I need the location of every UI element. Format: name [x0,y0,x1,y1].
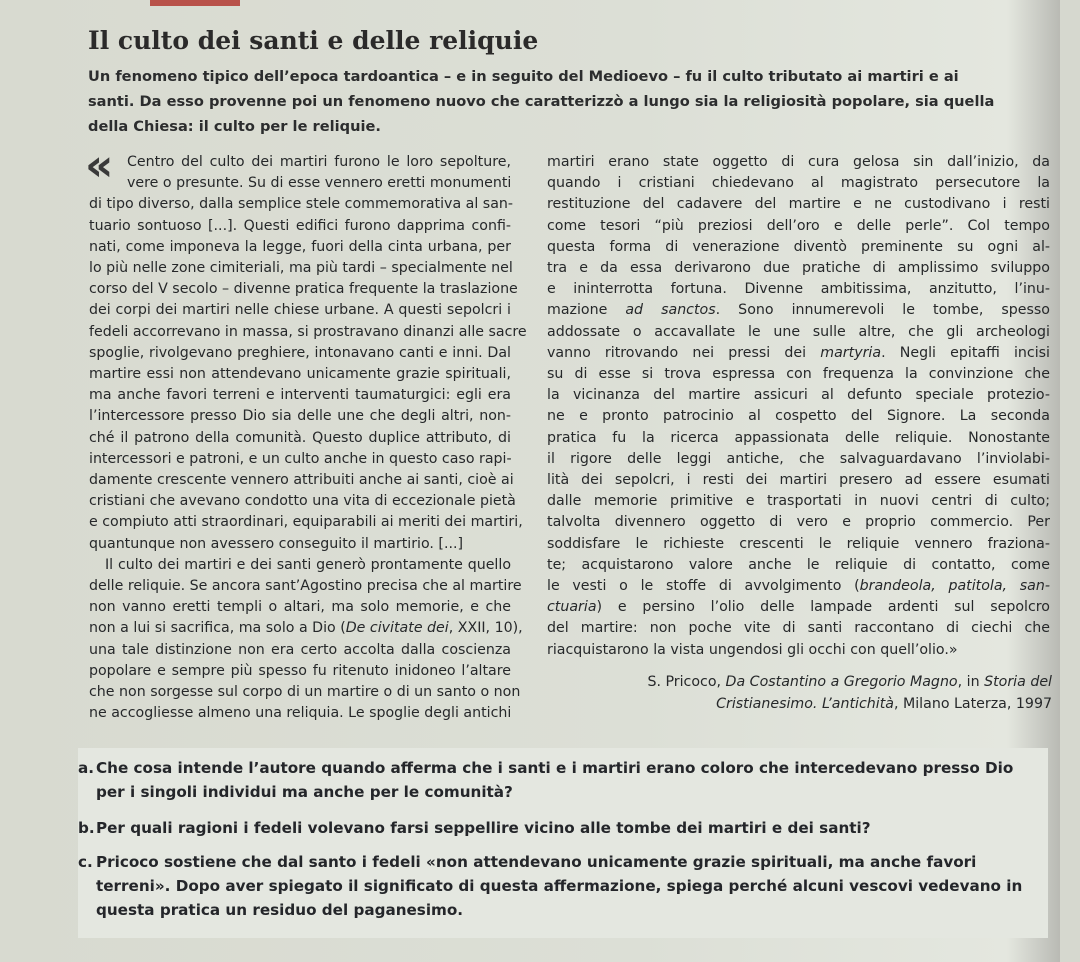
text-line: soddisfare le richieste crescenti le reliquie vennero fraziona- [547,535,1050,552]
text-line: e ininterrotta fortuna. Divenne ambitissima, anzitutto, l’inu- [547,281,1050,298]
text-line: il rigore delle leggi antiche, che salvaguardavano l’inviolabi- [547,450,1050,467]
text-line: tuario sontuoso [...]. Questi edifici furono dapprima confi- [89,217,511,234]
italic-text: Da Costantino a Gregorio Magno [725,674,958,690]
text-line: che non sorgesse sul corpo di un martire o di un santo o non [89,684,521,701]
text-segment: ) e persino l’olio delle lampade ardenti sul sepolcro [596,599,1050,616]
question-line: terreni». Dopo aver spiegato il significato di questa affermazione, spiega perché alcuni vescovi vedevano in [96,877,1023,895]
intro-line: Un fenomeno tipico dell’epoca tardoantica – e in seguito del Medioevo – fu il culto tributato ai martiri e ai [88,68,959,85]
text-line: delle reliquie. Se ancora sant’Agostino precisa che al martire [89,578,522,595]
citation-line [547,672,1052,694]
text-line: tra e da essa derivarono due pratiche di amplissimo sviluppo [547,260,1050,277]
text-line: fedeli accorrevano in massa, si prostravano dinanzi alle sacre [89,323,527,340]
text-line: una tale distinzione non era certo accolta dalla coscienza [89,641,511,658]
text-line: damente crescente vennero attribuiti anche ai santi, cioè ai [89,472,514,489]
italic-text: brandeola, patitola, san- [859,578,1050,595]
text-line: addossate o accavallate le une sulle altre, che gli archeologi [547,323,1050,340]
question-line: Che cosa intende l’autore quando afferma che i santi e i martiri erano coloro che intercedevano presso Dio [96,759,1014,777]
text-line: Centro del culto dei martiri furono le loro sepolture, [127,154,511,170]
intro-line: santi. Da esso provenne poi un fenomeno nuovo che caratterizzò a lungo sia la religiosità popolare, sia quella [88,93,995,110]
citation-line [547,694,1052,716]
text-line: talvolta divennero oggetto di vero e proprio commercio. Per [547,514,1050,531]
text-segment: mazione [547,302,626,319]
italic-text: De civitate dei [345,620,449,637]
text-line: lità dei sepolcri, i resti dei martiri presero ad essere esumati [547,472,1050,489]
citation [547,672,1052,715]
question-label: b. [78,819,95,837]
question-c [78,850,1046,922]
text-line: ne e pronto patrocinio al cospetto del Signore. La seconda [547,408,1050,425]
question-line: per i singoli individui ma anche per le comunità? [96,783,513,801]
text-line [547,343,1050,364]
text-line: ma anche favori terreni e interventi taumaturgici: egli era [89,387,511,404]
italic-text: Storia del [984,674,1052,690]
question-a [78,756,1046,804]
text-segment: . Sono innumerevoli le tombe, spesso [715,302,1050,319]
intro-paragraph [88,64,1048,139]
text-line: vere o presunte. Su di esse vennero eretti monumenti [127,175,512,192]
text-line: quando i cristiani chiedevano al magistrato persecutore la [547,175,1050,192]
text-line [547,597,1050,618]
italic-text: ad sanctos [625,302,716,319]
text-segment: . Negli epitaffi incisi [881,344,1050,361]
text-line: ché il patrono della comunità. Questo duplice attributo, di [89,429,511,446]
text-line: di tipo diverso, dalla semplice stele commemorativa al san- [89,196,513,213]
page-title: Il culto dei santi e delle reliquie [88,26,539,55]
text-line: riacquistarono la vista ungendosi gli occhi con quell’olio.» [547,641,958,658]
text-line: restituzione del cadavere del martire e ne custodivano i resti [547,196,1050,213]
text-segment: vanno ritrovando nei pressi dei [547,344,821,361]
text-segment: , XXII, 10), [448,620,523,637]
text-line: l’intercessore presso Dio sia delle une che degli altri, non- [89,408,511,425]
text-line: dalle memorie primitive e trasportati in nuovi centri di culto; [547,493,1050,510]
italic-text: ctuaria [547,599,597,616]
italic-text: martyria [820,344,882,361]
text-line [89,618,523,639]
question-line: Pricoco sostiene che dal santo i fedeli «non attendevano unicamente grazie spirituali, ma anche favori [96,853,977,871]
text-line: te; acquistarono valore anche le reliquie di contatto, come [547,556,1050,573]
text-line: nati, come imponeva la legge, fuori della cinta urbana, per [89,238,511,255]
text-line: del martire: non poche vite di santi raccontano di ciechi che [547,620,1050,637]
left-column [85,140,527,724]
text-line: martiri erano state oggetto di cura gelosa sin dall’inizio, da [547,154,1050,170]
right-column [547,152,1050,661]
text-line: dei corpi dei martiri nelle chiese urbane. A questi sepolcri i [89,302,511,319]
text-line: lo più nelle zone cimiteriali, ma più tardi – specialmente nel [89,260,513,277]
text-line: su di esse si trova espressa con frequenza la convinzione che [547,366,1050,383]
question-b [78,816,1046,840]
text-line: Il culto dei martiri e dei santi generò prontamente quello [105,556,511,573]
text-line: la vicinanza del martire assicuri al defunto speciale protezio- [547,387,1050,404]
intro-line: della Chiesa: il culto per le reliquie. [88,118,381,135]
italic-text: Cristianesimo. L’antichità [716,695,894,712]
text-line: non vanno eretti templi o altari, ma solo memorie, e che [89,599,511,616]
question-line: Per quali ragioni i fedeli volevano farsi seppellire vicino alle tombe dei martiri e dei santi? [96,819,871,837]
text-line: e compiuto atti straordinari, equiparabili ai meriti dei martiri, [89,514,523,531]
text-line [547,300,1050,321]
text-line: popolare e sempre più spesso fu ritenuto inidoneo l’altare [89,662,511,679]
text-segment: le vesti o le stoffe di avvolgimento ( [547,578,860,595]
text-segment: non a lui si sacrifica, ma solo a Dio ( [89,620,346,637]
text-line: intercessori e patroni, e un culto anche in questo caso rapi- [89,450,512,467]
text-line: pratica fu la ricerca appassionata delle reliquie. Nonostante [547,429,1050,446]
text-line: martire essi non attendevano unicamente grazie spirituali, [89,366,511,383]
text-line [547,576,1050,597]
header-decoration [150,0,240,6]
text-segment: S. Pricoco, [647,674,726,690]
text-line: quantunque non avessero conseguito il martirio. [...] [89,535,464,552]
question-line: questa pratica un residuo del paganesimo. [96,901,464,919]
text-segment: , Milano Laterza, 1997 [893,695,1052,712]
question-label: c. [78,853,93,871]
text-line: questa forma di venerazione diventò preminente su ogni al- [547,238,1050,255]
question-label: a. [78,759,95,777]
text-line: ne accogliesse almeno una reliquia. Le spoglie degli antichi [89,705,512,722]
text-line: come tesori “più preziosi dell’oro e delle perle”. Col tempo [547,217,1050,234]
text-segment: , in [957,674,985,690]
text-line: cristiani che avevano condotto una vita di eccezionale pietà [89,493,516,510]
text-line: corso del V secolo – divenne pratica frequente la traslazione [89,281,518,298]
quote-mark-icon: « [85,140,114,191]
text-line: spoglie, rivolgevano preghiere, intonavano canti e inni. Dal [89,344,511,361]
